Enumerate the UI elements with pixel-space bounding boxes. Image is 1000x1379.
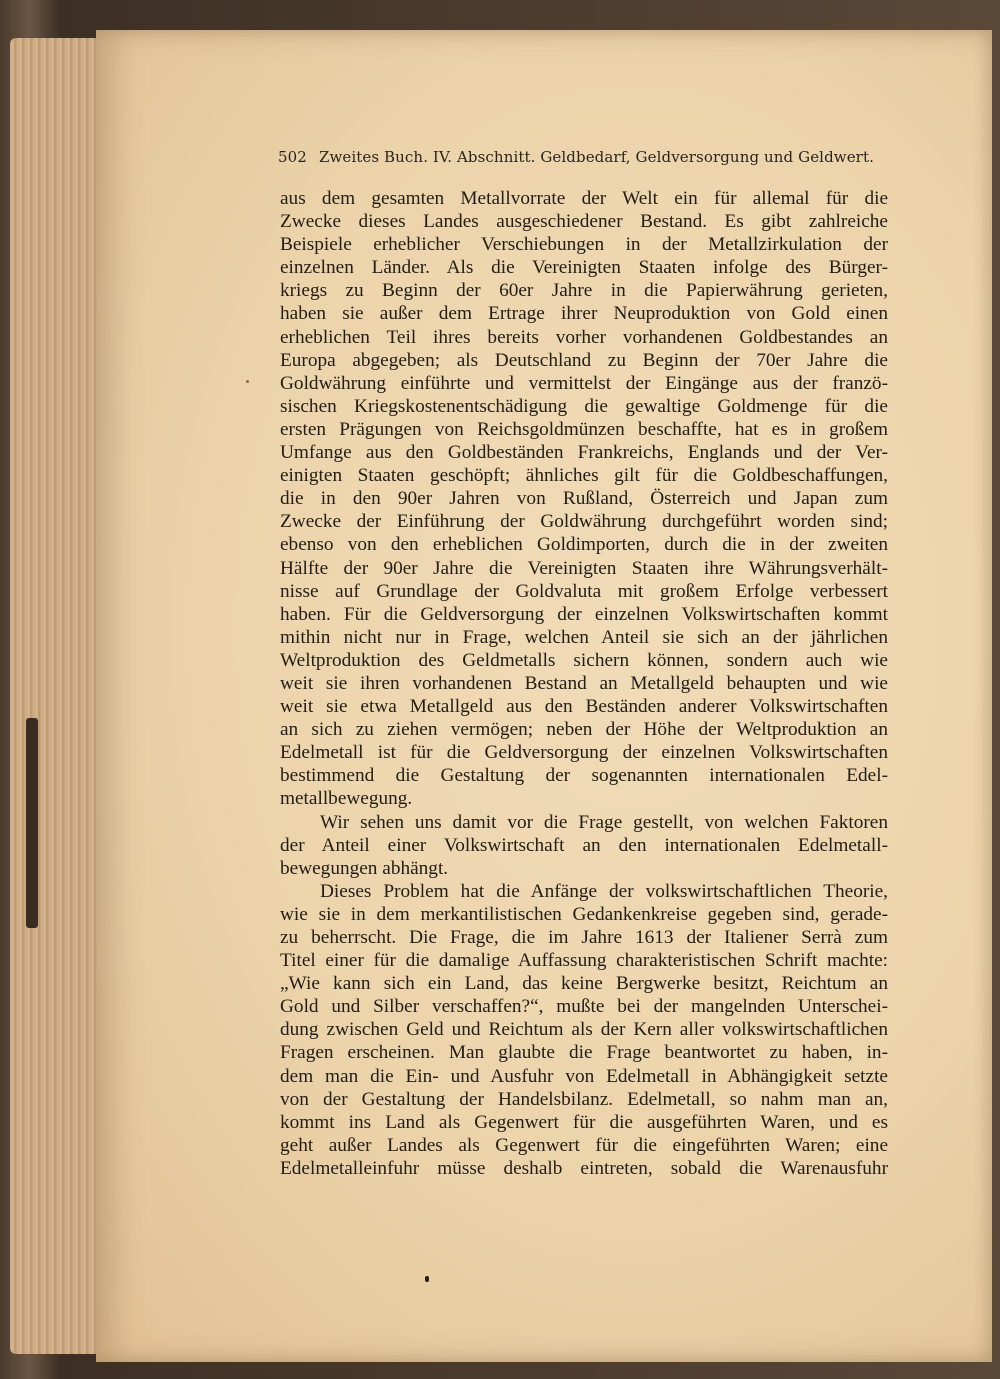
text-line: bewegungen abhängt. <box>280 857 449 879</box>
text-line: erheblichen Teil ihres bereits vorher vorhandenen Goldbestandes an <box>280 326 888 348</box>
text-line: haben. Für die Geldversorgung der einzelnen Volkswirtschaften kommt <box>280 603 888 625</box>
text-line: Gold und Silber verschaffen?“, mußte bei der mangelnden Unterschei- <box>280 996 888 1018</box>
text-line: Europa abgegeben; als Deutschland zu Beginn der 70er Jahre die <box>280 349 888 371</box>
text-line: bestimmend die Gestaltung der sogenannten internationalen Edel- <box>280 765 888 787</box>
text-line: Umfange aus den Goldbeständen Frankreichs, Englands und der Ver- <box>280 442 888 464</box>
text-line: der Anteil einer Volkswirtschaft an den internationalen Edelmetall- <box>280 834 888 856</box>
text-line: weit sie etwa Metallgeld aus den Beständen anderer Volkswirtschaften <box>280 696 888 718</box>
text-line: aus dem gesamten Metallvorrate der Welt ein für allemal für die <box>280 188 888 209</box>
text-line: Edelmetall ist für die Geldversorgung der einzelnen Volkswirtschaften <box>280 742 888 764</box>
text-line: geht außer Landes als Gegenwert für die eingeführten Waren; eine <box>280 1134 888 1156</box>
text-line: sischen Kriegskostenentschädigung die gewaltige Goldmenge für die <box>280 395 888 417</box>
text-line: ersten Prägungen von Reichsgoldmünzen beschaffte, hat es in großem <box>280 418 888 440</box>
text-line: Goldwährung einführte und vermittelst der Eingänge aus der franzö- <box>280 372 888 394</box>
text-line: ebenso von den erheblichen Goldimporten, durch die in der zweiten <box>280 534 888 556</box>
text-line: die in den 90er Jahren von Rußland, Österreich und Japan zum <box>280 488 888 510</box>
text-line: an sich zu ziehen vermögen; neben der Höhe der Weltproduktion an <box>280 719 888 741</box>
text-line: Fragen erscheinen. Man glaubte die Frage beantwortet zu haben, in- <box>280 1042 888 1064</box>
page-number: 502 <box>278 148 307 166</box>
text-line: nisse auf Grundlage der Goldvaluta mit großem Erfolge verbessert <box>280 580 888 602</box>
text-line: Titel einer für die damalige Auffassung charakteristischen Schrift machte: <box>280 950 888 972</box>
text-line: dem man die Ein- und Ausfuhr von Edelmetall in Abhängigkeit setzte <box>280 1065 888 1087</box>
text-line: Hälfte der 90er Jahre die Vereinigten Staaten ihre Währungsverhält- <box>280 557 888 579</box>
text-line: weit sie ihren vorhandenen Bestand an Metallgeld behaupten und wie <box>280 672 888 694</box>
running-title: Zweites Buch. IV. Abschnitt. Geldbedarf, Geldversorgung und Geldwert. <box>318 148 874 166</box>
text-line: Wir sehen uns damit vor die Frage gestellt, von welchen Faktoren <box>320 811 888 833</box>
running-header <box>278 148 888 166</box>
ink-speck <box>246 380 249 383</box>
page-body <box>280 187 888 1180</box>
text-line: kriegs zu Beginn der 60er Jahre in die Papierwährung gerieten, <box>280 280 888 302</box>
text-line: einzelnen Länder. Als die Vereinigten Staaten infolge des Bürger- <box>280 257 888 279</box>
text-line: Edelmetalleinfuhr müsse deshalb eintreten, sobald die Warenausfuhr <box>280 1157 888 1179</box>
text-line: „Wie kann sich ein Land, das keine Bergwerke besitzt, Reichtum an <box>280 973 888 995</box>
text-line: von der Gestaltung der Handelsbilanz. Edelmetall, so nahm man an, <box>280 1088 888 1110</box>
ink-speck <box>425 1276 429 1282</box>
binding-strap <box>26 718 38 928</box>
text-line: mithin nicht nur in Frage, welchen Anteil sie sich an der jährlichen <box>280 626 888 648</box>
text-line: wie sie in dem merkantilistischen Gedankenkreise gegeben sind, gerade- <box>280 903 888 925</box>
text-line: Beispiele erheblicher Verschiebungen in der Metallzirkulation der <box>280 234 888 256</box>
text-line: Zwecke dieses Landes ausgeschiedener Bestand. Es gibt zahlreiche <box>280 211 888 233</box>
text-line: haben sie außer dem Ertrage ihrer Neuproduktion von Gold einen <box>280 303 888 325</box>
text-line: einigten Staaten geschöpft; ähnliches gilt für die Goldbeschaffungen, <box>280 465 888 487</box>
text-line: dung zwischen Geld und Reichtum als der Kern aller volkswirtschaftlichen <box>280 1019 888 1041</box>
text-line: Zwecke der Einführung der Goldwährung durchgeführt worden sind; <box>280 511 888 533</box>
text-line: metallbewegung. <box>280 788 413 810</box>
text-line: zu beherrscht. Die Frage, die im Jahre 1613 der Italiener Serrà zum <box>280 927 888 948</box>
text-line: Dieses Problem hat die Anfänge der volkswirtschaftlichen Theorie, <box>320 880 888 902</box>
text-line: Weltproduktion des Geldmetalls sichern können, sondern auch wie <box>280 649 888 671</box>
text-line: kommt ins Land als Gegenwert für die ausgeführten Waren, und es <box>280 1111 888 1133</box>
